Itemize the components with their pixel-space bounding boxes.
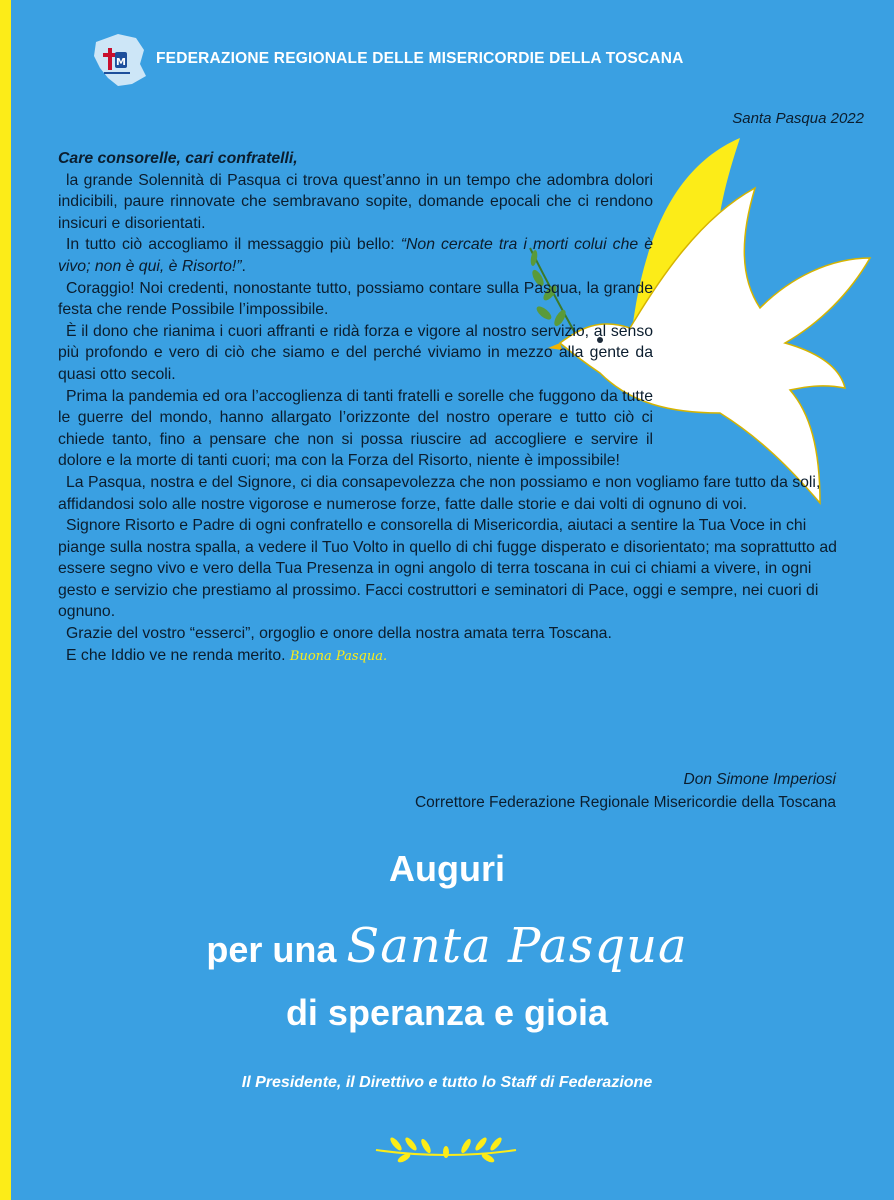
paragraph-6: La Pasqua, nostra e del Signore, ci dia consapevolezza che non possiamo e non vogliamo fare tutto da soli, affidandosi solo alle nostre vigorose e numerose forze, fatte dalle storie e dai volti di ognuno di voi. [58, 473, 821, 513]
paragraph-4: È il dono che rianima i cuori affranti e ridà forza e vigore al nostro servizio, al senso più profondo e vero di ciò che siamo e del perché viviamo in mezzo alla gente da quasi otto secoli. [58, 322, 653, 383]
auguri-line-2-prefix: per una [206, 929, 347, 970]
federation-title: FEDERAZIONE REGIONALE DELLE MISERICORDIE DELLA TOSCANA [156, 50, 684, 67]
signature-name: Don Simone Imperiosi [683, 771, 836, 788]
paragraph-1: la grande Solennità di Pasqua ci trova quest’anno in un tempo che adombra dolori indicibili, paure rinnovate che sembravano sopite, domande epocali che ci rendono insicuri e disorientati. [58, 171, 653, 232]
paragraph-2-quote: “Non cercate tra i morti colui che è vivo; non è qui, è Risorto!” [58, 236, 653, 275]
closing-text: E che Iddio ve ne renda merito. [66, 646, 286, 664]
greeting: Care consorelle, cari confratelli, [58, 150, 298, 167]
paragraph-2-intro: In tutto ciò accogliamo il messaggio più bello: [66, 236, 401, 254]
olive-branch-icon [366, 1130, 526, 1164]
paragraph-7: Signore Risorto e Padre di ogni confratello e consorella di Misericordia, aiutaci a sentire la Tua Voce in chi piange sulla nostra spalla, a vedere il Tuo Volto in quello di chi fugge disperato e disorientato; ma soprattutto ad essere segno vivo e vero della Tua Presenza in ogni angolo di terra toscana in cui ci chiami a vivere, in ogni gesto e servizio che prestiamo al prossimo. Facci costruttori e seminatori di Pace, oggi e sempre, nei cuori di ognuno. [58, 517, 837, 621]
svg-text:M: M [116, 57, 126, 68]
auguri-line-1: Auguri [389, 848, 505, 889]
santa-pasqua-script: Santa Pasqua [346, 918, 688, 974]
auguri-line-2 [0, 918, 894, 974]
auguri-line-3: di speranza e gioia [285, 992, 609, 1033]
letter-body [58, 148, 848, 667]
buona-pasqua-script: Buona Pasqua. [289, 648, 388, 664]
paragraph-5: Prima la pandemia ed ora l’accoglienza di tanti fratelli e sorelle che fuggono da tutte le guerre del mondo, hanno allargato l’orizzonte del nostro operare e tutto ciò ci chiede tanto, fino a pensare che non si possa riuscire ad accogliere e servire il dolore e la morte di tanti cuori; ma con la Forza del Risorto, niente è impossibile! [58, 387, 653, 470]
paragraph-2 [58, 234, 653, 277]
header [88, 24, 684, 94]
paragraph-9 [58, 645, 848, 668]
misericordie-logo-icon [88, 28, 150, 90]
paragraph-3: Coraggio! Noi credenti, nonostante tutto, possiamo contare sulla Pasqua, la grande festa che rende Possibile l’impossibile. [58, 279, 653, 319]
signature [415, 768, 836, 814]
staff-signature: Il Presidente, il Direttivo e tutto lo Staff di Federazione [241, 1074, 653, 1091]
paragraph-2-end: . [241, 257, 246, 275]
date-label: Santa Pasqua 2022 [732, 110, 864, 127]
paragraph-8: Grazie del vostro “esserci”, orgoglio e onore della nostra amata terra Toscana. [66, 625, 612, 643]
signature-role: Correttore Federazione Regionale Misericordie della Toscana [414, 794, 836, 811]
